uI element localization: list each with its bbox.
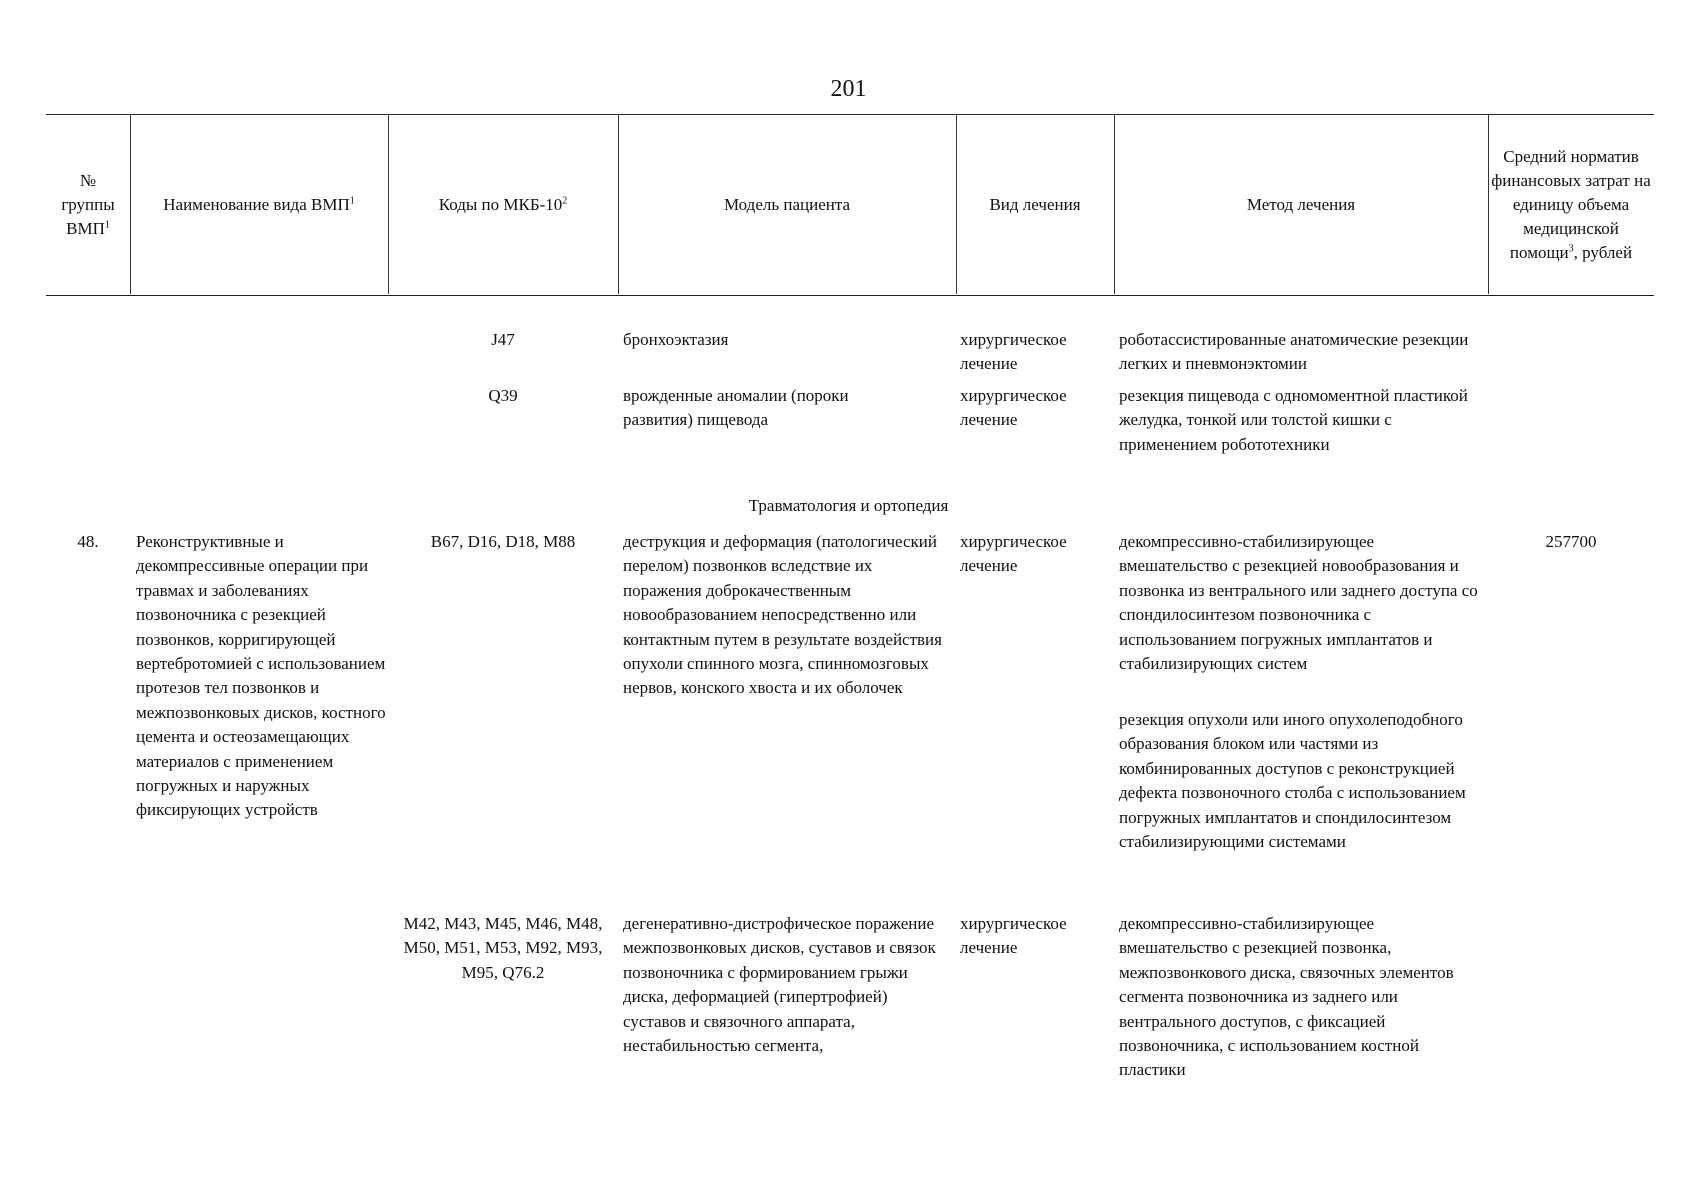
header-group-number: № группы ВМП$^1$ <box>61 171 115 238</box>
treatment-type: хирургическое лечение <box>960 386 1067 430</box>
patient-model: деструкция и деформация (патологический перелом) позвонков вследствие их поражения доброкачественным новообразованием непосредственно или контактным путем в результате воздействия опухоли спинного мозга, спинномозговых нервов, конского хвоста и их оболочек <box>623 532 942 698</box>
header-divider <box>1488 114 1489 294</box>
treatment-type: хирургическое лечение <box>960 532 1067 576</box>
treatment-method: декомпрессивно-стабилизирующее вмешательство с резекцией новообразования и позвонка из вентрального или заднего доступа со спондилосинтезом позвоночника с использованием погружных имплантатов и стабилизирующих систем <box>1119 532 1478 674</box>
treatment-method: резекция пищевода с одномоментной пластикой желудка, тонкой или толстой кишки с применением робототехники <box>1119 386 1468 454</box>
patient-model: дегенеративно-дистрофическое поражение межпозвонковых дисков, суставов и связок позвоночника с формированием грыжи диска, деформацией (гипертрофией) суставов и связочного аппарата, нестабильностью сегмента, <box>623 914 936 1056</box>
icd-code: J47 <box>491 330 515 349</box>
section-title: Травматология и ортопедия <box>748 496 949 515</box>
treatment-method: резекция опухоли или иного опухолеподобного образования блоком или частями из комбинированных доступов с реконструкцией дефекта позвоночного столба с использованием погружных имплантатов и спондилосинтезом стабилизирующими системами <box>1119 710 1466 852</box>
patient-model: бронхоэктазия <box>623 330 729 349</box>
treatment-type: хирургическое лечение <box>960 914 1067 958</box>
header-vmp-name: Наименование вида ВМП$^1$ <box>163 195 355 214</box>
header-treatment-type: Вид лечения <box>989 195 1081 214</box>
header-divider <box>130 114 131 294</box>
header-patient-model: Модель пациента <box>723 195 851 214</box>
icd-code: B67, D16, D18, M88 <box>430 532 576 551</box>
header-divider <box>618 114 619 294</box>
header-treatment-method: Метод лечения <box>1246 195 1356 214</box>
header-cost: Средний норматив финансовых затрат на единицу объема медицинской помощи$^3$, рублей <box>1491 147 1651 262</box>
header-divider <box>388 114 389 294</box>
header-divider <box>1114 114 1115 294</box>
table-header <box>46 114 1654 296</box>
header-icd-codes: Коды по МКБ-$10^2$ <box>438 195 568 214</box>
vmp-name: Реконструктивные и декомпрессивные операции при травмах и заболеваниях позвоночника с резекцией позвонков, корригирующей вертебротомией с использованием протезов тел позвонков и межпозвонковых дисков, костного цемента и остеозамещающих материалов с применением погружных и наружных фиксирующих устройств <box>136 532 386 820</box>
icd-code: Q39 <box>488 386 518 405</box>
header-divider <box>956 114 957 294</box>
treatment-method: декомпрессивно-стабилизирующее вмешательство с резекцией позвонка, межпозвонкового диска, связочных элементов сегмента позвоночника из заднего или вентрального доступов, с фиксацией позвоночника, с использованием костной пластики <box>1119 914 1454 1080</box>
group-number: 48. <box>77 532 99 551</box>
treatment-method: роботассистированные анатомические резекции легких и пневмонэктомии <box>1119 330 1469 374</box>
cost-value: 257700 <box>1545 532 1597 551</box>
treatment-type: хирургическое лечение <box>960 330 1067 374</box>
page-number: 201 <box>830 76 867 102</box>
icd-code: M42, M43, M45, M46, M48, M50, M51, M53, M92, M93, M95, Q76.2 <box>403 914 603 982</box>
patient-model: врожденные аномалии (пороки развития) пищевода <box>623 386 849 430</box>
